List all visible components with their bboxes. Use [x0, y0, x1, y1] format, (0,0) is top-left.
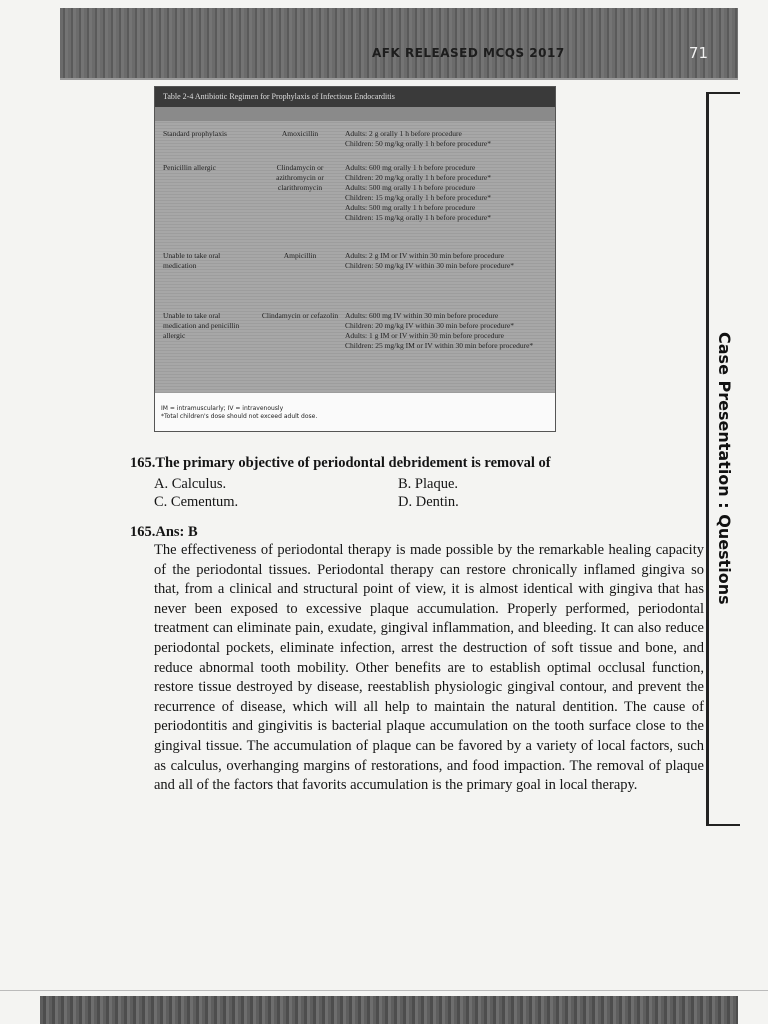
footer-divider: [0, 990, 768, 991]
table-body: [155, 121, 555, 393]
antibiotic-table-figure: [154, 86, 556, 432]
table-cell-regimen: Adults: 600 mg IV within 30 min before procedure Children: 20 mg/kg IV within 30 min before procedure* Adults: 1 g IM or IV within 30 min before procedure Children: 25 mg/kg IM or IV within 30 min before procedure*: [345, 311, 534, 350]
table-footnotes: [161, 405, 317, 421]
table-cell-agent: Clindamycin or cefazolin: [261, 311, 339, 320]
table-cell-agent: Ampicillin: [283, 251, 317, 260]
table-caption: Table 2-4 Antibiotic Regimen for Prophylaxis of Infectious Endocarditis: [155, 87, 555, 107]
table-cell-agent: Amoxicillin: [281, 129, 319, 138]
option-a: A. Calculus.: [154, 476, 227, 492]
header-title: AFK RELEASED MCQS 2017: [372, 46, 565, 60]
answer-explanation: The effectiveness of periodontal therapy is made possible by the remarkable healing capacity of the periodontal tissues. Periodontal therapy can restore chronically inflamed gingiva so that, from a clinical and structural point of view, it is almost identical with gingiva that has never been exposed to excessive plaque accumulation. Properly performed, periodontal treatment can eliminate pain, exudate, gingival inflammation, and bleeding. It can also reduce periodontal pockets, eliminate infection, arrest the destruction of soft tissue and bone, and reduce abnormal tooth mobility. Other benefits are to establish optimal occlusal function, restore tissue destroyed by disease, reestablish physiologic gingival contour, and prevent the recurrence of disease, which will all help to maintain the natural dentition. The cause of periodontitis and gingivitis is bacterial plaque accumulation on the tooth surface close to the gingival tissue. The accumulation of plaque can be favored by a variety of local factors, such as calculus, overhanging margins of restorations, and food impaction. The removal of plaque and all of the factors that favorits accumulation is the primary goal in local therapy.: [154, 542, 704, 794]
option-d: D. Dentin.: [398, 494, 459, 510]
table-cell-regimen: Adults: 2 g orally 1 h before procedure Children: 50 mg/kg orally 1 h before procedure*: [345, 129, 492, 148]
table-cell-situation: Unable to take oral medication and penicillin allergic: [163, 311, 240, 340]
table-cell-situation: Standard prophylaxis: [163, 129, 227, 138]
option-c: C. Cementum.: [154, 494, 239, 510]
question-text: 165.The primary objective of periodontal debridement is removal of: [130, 455, 551, 471]
page-header: [60, 8, 738, 78]
table-cell-regimen: Adults: 2 g IM or IV within 30 min before procedure Children: 50 mg/kg IV within 30 min before procedure*: [345, 251, 514, 270]
table-header-row: [155, 107, 555, 121]
page-footer-band: [40, 996, 738, 1024]
header-divider: [60, 78, 738, 80]
table-cell-agent: Clindamycin or azithromycin or clarithromycin: [276, 163, 324, 192]
section-side-label: Case Presentation : Questions: [715, 332, 734, 605]
table-cell-situation: Unable to take oral medication: [163, 251, 221, 270]
table-cell-situation: Penicillin allergic: [163, 163, 216, 172]
table-cell-regimen: Adults: 600 mg orally 1 h before procedure Children: 20 mg/kg orally 1 h before procedure* Adults: 500 mg orally 1 h before procedure Children: 15 mg/kg orally 1 h before procedure* Adults: 500 mg orally 1 h before procedure Children: 15 mg/kg orally 1 h before procedure*: [345, 163, 492, 222]
page-number: 71: [688, 44, 708, 62]
table-footnote-abbrev: IM = intramuscularly; IV = intravenously: [161, 405, 284, 412]
option-b: B. Plaque.: [398, 476, 459, 492]
answer-heading: 165.Ans: B: [130, 524, 198, 540]
table-footnote-dose: *Total children's dose should not exceed adult dose.: [161, 413, 318, 420]
